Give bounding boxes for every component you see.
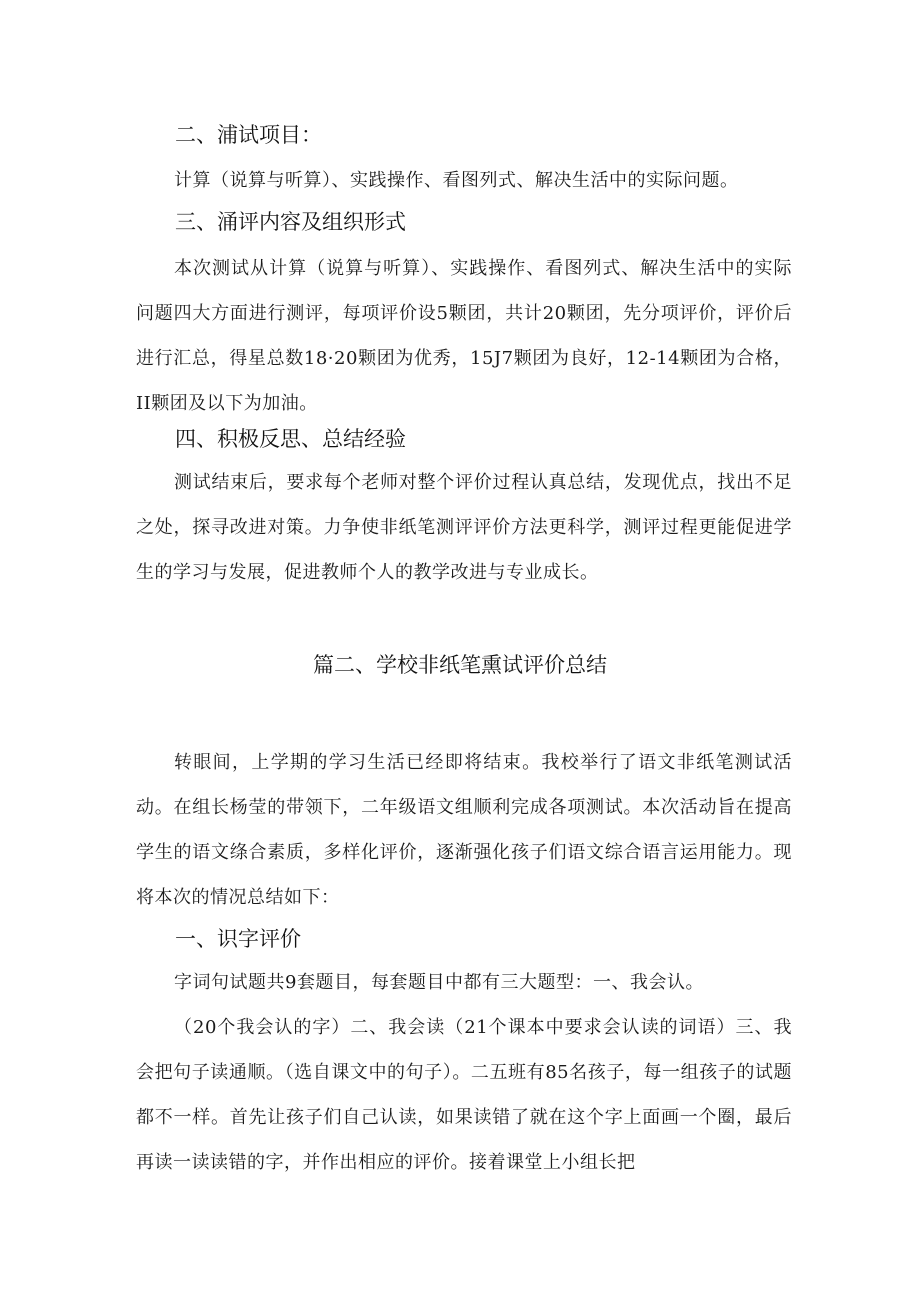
heading-reflection: 四、积极反思、总结经验 bbox=[175, 427, 406, 451]
heading-test-items: 二、浦试项目： bbox=[175, 123, 322, 147]
paragraph-literacy-question-sets: 字词句试题共9套题目，每套题目中都有三大题型：一、我会认。 bbox=[174, 972, 704, 993]
paragraph-literacy-details: （20个我会认的字）二、我会读（21个课本中要求会认读的词语）三、我会把句子读通顺。（选自课文中的句子）。二五班有85名孩子，每一组孩子的试题都不一样。首先让孩子们自己认读，如果读错了就在这个字上面画一个圈，最后再读一读读错的字，并作出相应的评价。接着课堂上小组长把 bbox=[136, 1017, 792, 1173]
paragraph-test-items: 计算（说算与听算）、实践操作、看图列式、解决生活中的实际问题。 bbox=[174, 170, 739, 191]
paragraph-reflection: 测试结束后，要求每个老师对整个评价过程认真总结，发现优点，找出不足之处，探寻改进对策。力争使非纸笔测评评价方法更科学，测评过程更能促进学生的学习与发展，促进教师个人的教学改进与专业成长。 bbox=[136, 472, 792, 583]
heading-content-organization: 三、涌评内容及组织形式 bbox=[175, 210, 406, 234]
paragraph-intro: 转眼间，上学期的学习生活已经即将结束。我校举行了语文非纸笔测试活动。在组长杨莹的带领下，二年级语文组顺利完成各项测试。本次活动旨在提高学生的语文绦合素质，多样化评价，逐渐强化孩子们语文综合语言运用能力。现将本次的情况总结如下： bbox=[136, 752, 792, 908]
paragraph-content-organization: 本次测试从计算（说算与听算）、实践操作、看图列式、解决生活中的实际问题四大方面进行测评，每项评价设5颗团，共计20颗团，先分项评价，评价后进行汇总，得星总数18·20颗团为优秀，15J7颗团为良好，12-14颗团为合格，II颗团及以下为加油。 bbox=[136, 258, 792, 414]
section-two-title: 篇二、学校非纸笔熏试评价总结 bbox=[313, 653, 607, 677]
heading-literacy-evaluation: 一、识字评价 bbox=[175, 927, 301, 951]
